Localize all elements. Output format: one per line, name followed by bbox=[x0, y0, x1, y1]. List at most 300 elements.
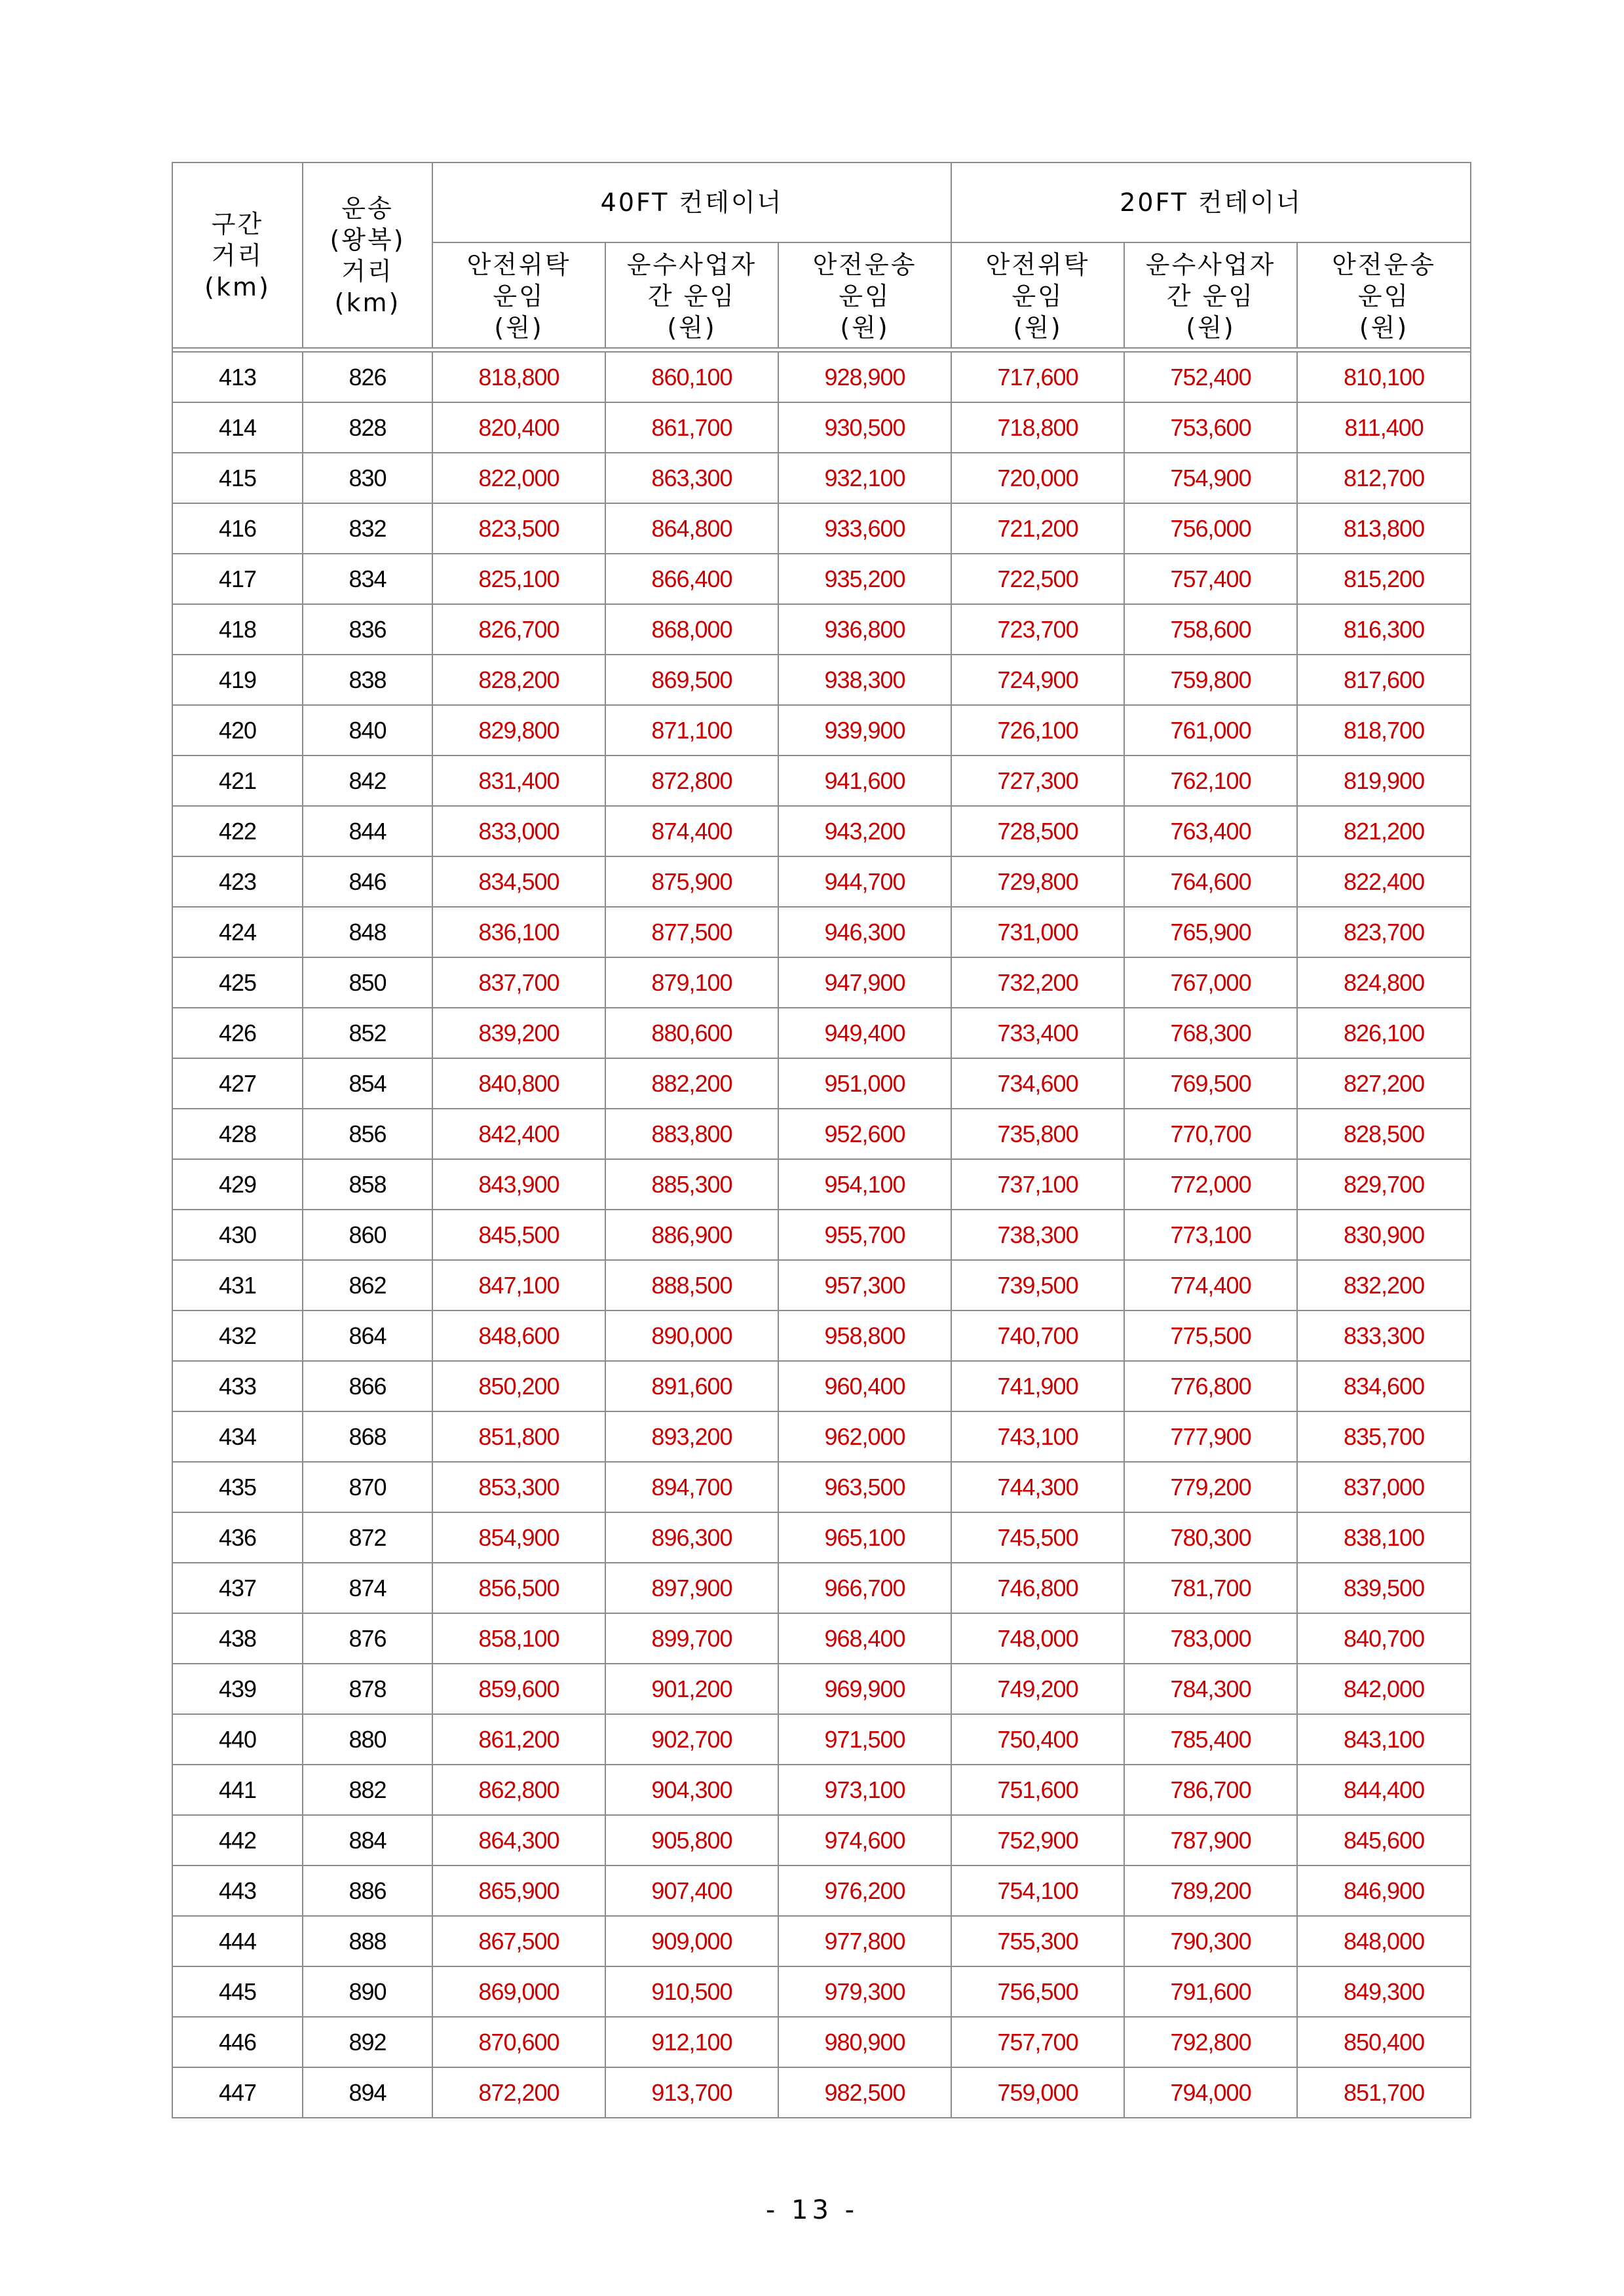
cell-section-km: 429 bbox=[172, 1159, 303, 1210]
table-row bbox=[172, 705, 1471, 756]
cell-section-km: 439 bbox=[172, 1664, 303, 1714]
cell-40ft-safety-consignment: 823,500 bbox=[432, 503, 605, 554]
cell-20ft-safety-consignment: 752,900 bbox=[951, 1815, 1124, 1866]
cell-40ft-carrier-rate: 890,000 bbox=[605, 1311, 778, 1361]
cell-20ft-carrier-rate: 774,400 bbox=[1124, 1260, 1297, 1311]
cell-20ft-carrier-rate: 770,700 bbox=[1124, 1109, 1297, 1159]
cell-20ft-safety-consignment: 722,500 bbox=[951, 554, 1124, 604]
cell-20ft-safety-consignment: 748,000 bbox=[951, 1613, 1124, 1664]
cell-20ft-carrier-rate: 752,400 bbox=[1124, 352, 1297, 402]
table-row bbox=[172, 2067, 1471, 2118]
cell-20ft-safety-consignment: 723,700 bbox=[951, 604, 1124, 655]
cell-section-km: 436 bbox=[172, 1512, 303, 1563]
cell-20ft-safety-transport: 833,300 bbox=[1297, 1311, 1471, 1361]
table-row bbox=[172, 604, 1471, 655]
cell-20ft-safety-transport: 835,700 bbox=[1297, 1411, 1471, 1462]
cell-40ft-safety-transport: 971,500 bbox=[778, 1714, 951, 1765]
cell-40ft-safety-transport: 951,000 bbox=[778, 1058, 951, 1109]
cell-20ft-safety-consignment: 720,000 bbox=[951, 453, 1124, 503]
cell-20ft-safety-consignment: 721,200 bbox=[951, 503, 1124, 554]
cell-20ft-carrier-rate: 791,600 bbox=[1124, 1966, 1297, 2017]
table-row bbox=[172, 1613, 1471, 1664]
cell-20ft-safety-consignment: 745,500 bbox=[951, 1512, 1124, 1563]
cell-40ft-safety-transport: 933,600 bbox=[778, 503, 951, 554]
cell-20ft-safety-consignment: 727,300 bbox=[951, 756, 1124, 806]
cell-40ft-safety-consignment: 843,900 bbox=[432, 1159, 605, 1210]
table-row bbox=[172, 352, 1471, 402]
cell-20ft-safety-transport: 827,200 bbox=[1297, 1058, 1471, 1109]
cell-20ft-carrier-rate: 780,300 bbox=[1124, 1512, 1297, 1563]
table-row bbox=[172, 1260, 1471, 1311]
cell-20ft-safety-consignment: 759,000 bbox=[951, 2067, 1124, 2118]
cell-20ft-safety-transport: 815,200 bbox=[1297, 554, 1471, 604]
cell-20ft-safety-transport: 846,900 bbox=[1297, 1866, 1471, 1916]
cell-40ft-carrier-rate: 874,400 bbox=[605, 806, 778, 856]
cell-round-trip-km: 836 bbox=[303, 604, 432, 655]
cell-20ft-safety-consignment: 732,200 bbox=[951, 957, 1124, 1008]
cell-40ft-safety-consignment: 826,700 bbox=[432, 604, 605, 655]
table-row bbox=[172, 1058, 1471, 1109]
cell-40ft-carrier-rate: 904,300 bbox=[605, 1765, 778, 1815]
cell-section-km: 447 bbox=[172, 2067, 303, 2118]
cell-40ft-carrier-rate: 871,100 bbox=[605, 705, 778, 756]
cell-section-km: 427 bbox=[172, 1058, 303, 1109]
cell-round-trip-km: 852 bbox=[303, 1008, 432, 1058]
cell-20ft-safety-consignment: 741,900 bbox=[951, 1361, 1124, 1411]
table-row bbox=[172, 856, 1471, 907]
cell-40ft-safety-consignment: 828,200 bbox=[432, 655, 605, 705]
page-number: - 13 - bbox=[765, 2195, 859, 2225]
cell-20ft-safety-transport: 810,100 bbox=[1297, 352, 1471, 402]
cell-40ft-safety-transport: 973,100 bbox=[778, 1765, 951, 1815]
cell-round-trip-km: 840 bbox=[303, 705, 432, 756]
cell-40ft-carrier-rate: 894,700 bbox=[605, 1462, 778, 1512]
cell-20ft-safety-transport: 817,600 bbox=[1297, 655, 1471, 705]
header-40ft-carrier-rate: 운수사업자 간 운임 (원) bbox=[605, 242, 778, 348]
cell-section-km: 446 bbox=[172, 2017, 303, 2067]
cell-section-km: 445 bbox=[172, 1966, 303, 2017]
cell-20ft-carrier-rate: 784,300 bbox=[1124, 1664, 1297, 1714]
cell-section-km: 432 bbox=[172, 1311, 303, 1361]
cell-40ft-carrier-rate: 893,200 bbox=[605, 1411, 778, 1462]
cell-round-trip-km: 884 bbox=[303, 1815, 432, 1866]
table-row bbox=[172, 806, 1471, 856]
cell-40ft-safety-transport: 944,700 bbox=[778, 856, 951, 907]
cell-40ft-carrier-rate: 909,000 bbox=[605, 1916, 778, 1966]
cell-section-km: 415 bbox=[172, 453, 303, 503]
cell-40ft-safety-transport: 974,600 bbox=[778, 1815, 951, 1866]
cell-20ft-carrier-rate: 767,000 bbox=[1124, 957, 1297, 1008]
cell-20ft-carrier-rate: 794,000 bbox=[1124, 2067, 1297, 2118]
cell-round-trip-km: 858 bbox=[303, 1159, 432, 1210]
cell-40ft-safety-consignment: 840,800 bbox=[432, 1058, 605, 1109]
cell-20ft-carrier-rate: 759,800 bbox=[1124, 655, 1297, 705]
cell-40ft-safety-transport: 932,100 bbox=[778, 453, 951, 503]
table-row bbox=[172, 1664, 1471, 1714]
cell-20ft-carrier-rate: 753,600 bbox=[1124, 402, 1297, 453]
cell-round-trip-km: 890 bbox=[303, 1966, 432, 2017]
table-row bbox=[172, 1311, 1471, 1361]
cell-section-km: 417 bbox=[172, 554, 303, 604]
cell-40ft-carrier-rate: 896,300 bbox=[605, 1512, 778, 1563]
table-row bbox=[172, 1411, 1471, 1462]
table-row bbox=[172, 1765, 1471, 1815]
cell-40ft-safety-transport: 949,400 bbox=[778, 1008, 951, 1058]
cell-40ft-safety-consignment: 867,500 bbox=[432, 1916, 605, 1966]
cell-40ft-carrier-rate: 886,900 bbox=[605, 1210, 778, 1260]
cell-40ft-carrier-rate: 901,200 bbox=[605, 1664, 778, 1714]
cell-section-km: 438 bbox=[172, 1613, 303, 1664]
cell-20ft-carrier-rate: 757,400 bbox=[1124, 554, 1297, 604]
cell-round-trip-km: 860 bbox=[303, 1210, 432, 1260]
cell-40ft-safety-transport: 965,100 bbox=[778, 1512, 951, 1563]
cell-40ft-carrier-rate: 905,800 bbox=[605, 1815, 778, 1866]
cell-20ft-safety-transport: 849,300 bbox=[1297, 1966, 1471, 2017]
cell-section-km: 421 bbox=[172, 756, 303, 806]
cell-40ft-carrier-rate: 875,900 bbox=[605, 856, 778, 907]
cell-40ft-carrier-rate: 868,000 bbox=[605, 604, 778, 655]
cell-20ft-carrier-rate: 779,200 bbox=[1124, 1462, 1297, 1512]
cell-20ft-carrier-rate: 783,000 bbox=[1124, 1613, 1297, 1664]
cell-40ft-carrier-rate: 879,100 bbox=[605, 957, 778, 1008]
cell-20ft-safety-transport: 848,000 bbox=[1297, 1916, 1471, 1966]
table-row bbox=[172, 554, 1471, 604]
cell-20ft-carrier-rate: 786,700 bbox=[1124, 1765, 1297, 1815]
cell-20ft-safety-consignment: 739,500 bbox=[951, 1260, 1124, 1311]
cell-40ft-safety-transport: 963,500 bbox=[778, 1462, 951, 1512]
cell-40ft-safety-transport: 930,500 bbox=[778, 402, 951, 453]
cell-section-km: 419 bbox=[172, 655, 303, 705]
cell-40ft-safety-consignment: 872,200 bbox=[432, 2067, 605, 2118]
cell-20ft-safety-consignment: 750,400 bbox=[951, 1714, 1124, 1765]
cell-section-km: 434 bbox=[172, 1411, 303, 1462]
cell-40ft-safety-consignment: 856,500 bbox=[432, 1563, 605, 1613]
cell-20ft-safety-transport: 826,100 bbox=[1297, 1008, 1471, 1058]
cell-20ft-safety-consignment: 757,700 bbox=[951, 2017, 1124, 2067]
cell-20ft-safety-transport: 842,000 bbox=[1297, 1664, 1471, 1714]
cell-20ft-carrier-rate: 761,000 bbox=[1124, 705, 1297, 756]
cell-20ft-safety-transport: 824,800 bbox=[1297, 957, 1471, 1008]
cell-40ft-safety-transport: 968,400 bbox=[778, 1613, 951, 1664]
cell-20ft-safety-transport: 819,900 bbox=[1297, 756, 1471, 806]
cell-40ft-safety-consignment: 858,100 bbox=[432, 1613, 605, 1664]
cell-20ft-safety-transport: 830,900 bbox=[1297, 1210, 1471, 1260]
cell-40ft-safety-transport: 962,000 bbox=[778, 1411, 951, 1462]
cell-40ft-safety-transport: 938,300 bbox=[778, 655, 951, 705]
cell-round-trip-km: 856 bbox=[303, 1109, 432, 1159]
cell-40ft-safety-transport: 936,800 bbox=[778, 604, 951, 655]
cell-40ft-carrier-rate: 907,400 bbox=[605, 1866, 778, 1916]
cell-40ft-carrier-rate: 860,100 bbox=[605, 352, 778, 402]
cell-40ft-carrier-rate: 913,700 bbox=[605, 2067, 778, 2118]
cell-40ft-safety-consignment: 861,200 bbox=[432, 1714, 605, 1765]
cell-20ft-carrier-rate: 789,200 bbox=[1124, 1866, 1297, 1916]
cell-20ft-safety-transport: 845,600 bbox=[1297, 1815, 1471, 1866]
cell-section-km: 435 bbox=[172, 1462, 303, 1512]
cell-20ft-safety-transport: 840,700 bbox=[1297, 1613, 1471, 1664]
cell-round-trip-km: 828 bbox=[303, 402, 432, 453]
cell-20ft-safety-consignment: 746,800 bbox=[951, 1563, 1124, 1613]
cell-round-trip-km: 854 bbox=[303, 1058, 432, 1109]
cell-round-trip-km: 886 bbox=[303, 1866, 432, 1916]
cell-section-km: 430 bbox=[172, 1210, 303, 1260]
cell-20ft-carrier-rate: 764,600 bbox=[1124, 856, 1297, 907]
table-row bbox=[172, 2017, 1471, 2067]
table-row bbox=[172, 503, 1471, 554]
cell-40ft-safety-transport: 969,900 bbox=[778, 1664, 951, 1714]
cell-40ft-safety-transport: 977,800 bbox=[778, 1916, 951, 1966]
cell-20ft-carrier-rate: 776,800 bbox=[1124, 1361, 1297, 1411]
cell-round-trip-km: 844 bbox=[303, 806, 432, 856]
cell-40ft-safety-transport: 982,500 bbox=[778, 2067, 951, 2118]
cell-20ft-safety-consignment: 738,300 bbox=[951, 1210, 1124, 1260]
cell-20ft-safety-transport: 812,700 bbox=[1297, 453, 1471, 503]
cell-20ft-safety-consignment: 740,700 bbox=[951, 1311, 1124, 1361]
table-row bbox=[172, 655, 1471, 705]
freight-rate-table bbox=[172, 162, 1471, 2118]
cell-20ft-safety-transport: 821,200 bbox=[1297, 806, 1471, 856]
cell-40ft-carrier-rate: 885,300 bbox=[605, 1159, 778, 1210]
table-row bbox=[172, 1866, 1471, 1916]
table-row bbox=[172, 1966, 1471, 2017]
cell-20ft-carrier-rate: 762,100 bbox=[1124, 756, 1297, 806]
header-40ft-safety-transport: 안전운송 운임 (원) bbox=[778, 242, 951, 348]
table-row bbox=[172, 1916, 1471, 1966]
cell-40ft-carrier-rate: 888,500 bbox=[605, 1260, 778, 1311]
cell-20ft-safety-transport: 816,300 bbox=[1297, 604, 1471, 655]
cell-20ft-carrier-rate: 785,400 bbox=[1124, 1714, 1297, 1765]
cell-round-trip-km: 870 bbox=[303, 1462, 432, 1512]
cell-40ft-carrier-rate: 861,700 bbox=[605, 402, 778, 453]
cell-round-trip-km: 874 bbox=[303, 1563, 432, 1613]
table-row bbox=[172, 1512, 1471, 1563]
cell-40ft-safety-consignment: 845,500 bbox=[432, 1210, 605, 1260]
table-row bbox=[172, 1361, 1471, 1411]
cell-40ft-carrier-rate: 899,700 bbox=[605, 1613, 778, 1664]
cell-40ft-safety-transport: 939,900 bbox=[778, 705, 951, 756]
cell-40ft-carrier-rate: 912,100 bbox=[605, 2017, 778, 2067]
cell-40ft-safety-consignment: 870,600 bbox=[432, 2017, 605, 2067]
cell-40ft-safety-consignment: 864,300 bbox=[432, 1815, 605, 1866]
cell-40ft-safety-transport: 957,300 bbox=[778, 1260, 951, 1311]
cell-section-km: 428 bbox=[172, 1109, 303, 1159]
cell-40ft-safety-consignment: 829,800 bbox=[432, 705, 605, 756]
cell-20ft-safety-consignment: 756,500 bbox=[951, 1966, 1124, 2017]
cell-section-km: 437 bbox=[172, 1563, 303, 1613]
cell-40ft-safety-transport: 952,600 bbox=[778, 1109, 951, 1159]
table-row bbox=[172, 907, 1471, 957]
cell-40ft-safety-consignment: 839,200 bbox=[432, 1008, 605, 1058]
cell-round-trip-km: 880 bbox=[303, 1714, 432, 1765]
cell-round-trip-km: 872 bbox=[303, 1512, 432, 1563]
cell-20ft-carrier-rate: 792,800 bbox=[1124, 2017, 1297, 2067]
cell-20ft-safety-consignment: 754,100 bbox=[951, 1866, 1124, 1916]
header-transport-distance: 운송 (왕복) 거리 (km) bbox=[303, 163, 432, 348]
cell-40ft-carrier-rate: 882,200 bbox=[605, 1058, 778, 1109]
cell-20ft-safety-consignment: 726,100 bbox=[951, 705, 1124, 756]
cell-section-km: 440 bbox=[172, 1714, 303, 1765]
cell-section-km: 422 bbox=[172, 806, 303, 856]
cell-20ft-carrier-rate: 763,400 bbox=[1124, 806, 1297, 856]
cell-round-trip-km: 892 bbox=[303, 2017, 432, 2067]
cell-40ft-safety-transport: 947,900 bbox=[778, 957, 951, 1008]
cell-round-trip-km: 832 bbox=[303, 503, 432, 554]
cell-40ft-safety-consignment: 851,800 bbox=[432, 1411, 605, 1462]
cell-section-km: 433 bbox=[172, 1361, 303, 1411]
cell-40ft-safety-consignment: 850,200 bbox=[432, 1361, 605, 1411]
cell-section-km: 414 bbox=[172, 402, 303, 453]
cell-40ft-carrier-rate: 891,600 bbox=[605, 1361, 778, 1411]
cell-40ft-safety-consignment: 854,900 bbox=[432, 1512, 605, 1563]
cell-40ft-safety-consignment: 834,500 bbox=[432, 856, 605, 907]
cell-40ft-safety-consignment: 862,800 bbox=[432, 1765, 605, 1815]
cell-section-km: 442 bbox=[172, 1815, 303, 1866]
cell-round-trip-km: 850 bbox=[303, 957, 432, 1008]
cell-section-km: 424 bbox=[172, 907, 303, 957]
cell-40ft-safety-transport: 954,100 bbox=[778, 1159, 951, 1210]
cell-20ft-safety-transport: 851,700 bbox=[1297, 2067, 1471, 2118]
cell-40ft-safety-consignment: 859,600 bbox=[432, 1664, 605, 1714]
cell-section-km: 441 bbox=[172, 1765, 303, 1815]
cell-section-km: 431 bbox=[172, 1260, 303, 1311]
cell-40ft-safety-transport: 946,300 bbox=[778, 907, 951, 957]
cell-20ft-safety-consignment: 729,800 bbox=[951, 856, 1124, 907]
cell-section-km: 423 bbox=[172, 856, 303, 907]
cell-20ft-safety-consignment: 718,800 bbox=[951, 402, 1124, 453]
cell-40ft-safety-transport: 966,700 bbox=[778, 1563, 951, 1613]
header-section-distance: 구간 거리 (km) bbox=[172, 163, 303, 348]
cell-20ft-safety-consignment: 755,300 bbox=[951, 1916, 1124, 1966]
cell-20ft-safety-transport: 839,500 bbox=[1297, 1563, 1471, 1613]
cell-section-km: 418 bbox=[172, 604, 303, 655]
cell-20ft-carrier-rate: 756,000 bbox=[1124, 503, 1297, 554]
cell-20ft-carrier-rate: 775,500 bbox=[1124, 1311, 1297, 1361]
cell-40ft-safety-consignment: 818,800 bbox=[432, 352, 605, 402]
table-row bbox=[172, 402, 1471, 453]
cell-round-trip-km: 894 bbox=[303, 2067, 432, 2118]
cell-round-trip-km: 830 bbox=[303, 453, 432, 503]
cell-round-trip-km: 846 bbox=[303, 856, 432, 907]
header-group-40ft: 40FT 컨테이너 bbox=[432, 163, 951, 242]
cell-20ft-safety-transport: 811,400 bbox=[1297, 402, 1471, 453]
cell-round-trip-km: 868 bbox=[303, 1411, 432, 1462]
table-row bbox=[172, 1008, 1471, 1058]
header-20ft-safety-transport: 안전운송 운임 (원) bbox=[1297, 242, 1471, 348]
cell-round-trip-km: 842 bbox=[303, 756, 432, 806]
cell-20ft-safety-consignment: 737,100 bbox=[951, 1159, 1124, 1210]
cell-40ft-safety-consignment: 848,600 bbox=[432, 1311, 605, 1361]
cell-20ft-safety-transport: 822,400 bbox=[1297, 856, 1471, 907]
cell-20ft-safety-transport: 837,000 bbox=[1297, 1462, 1471, 1512]
cell-section-km: 426 bbox=[172, 1008, 303, 1058]
cell-20ft-safety-transport: 838,100 bbox=[1297, 1512, 1471, 1563]
cell-20ft-safety-transport: 813,800 bbox=[1297, 503, 1471, 554]
cell-40ft-safety-consignment: 853,300 bbox=[432, 1462, 605, 1512]
cell-round-trip-km: 878 bbox=[303, 1664, 432, 1714]
cell-20ft-carrier-rate: 768,300 bbox=[1124, 1008, 1297, 1058]
cell-20ft-safety-transport: 818,700 bbox=[1297, 705, 1471, 756]
table-row bbox=[172, 1159, 1471, 1210]
cell-40ft-carrier-rate: 880,600 bbox=[605, 1008, 778, 1058]
cell-round-trip-km: 862 bbox=[303, 1260, 432, 1311]
cell-40ft-safety-transport: 935,200 bbox=[778, 554, 951, 604]
cell-20ft-safety-consignment: 731,000 bbox=[951, 907, 1124, 957]
table-row bbox=[172, 1815, 1471, 1866]
cell-40ft-safety-transport: 943,200 bbox=[778, 806, 951, 856]
cell-section-km: 413 bbox=[172, 352, 303, 402]
table-row bbox=[172, 1462, 1471, 1512]
header-20ft-safety-consignment: 안전위탁 운임 (원) bbox=[951, 242, 1124, 348]
cell-40ft-safety-consignment: 836,100 bbox=[432, 907, 605, 957]
table-row bbox=[172, 1563, 1471, 1613]
cell-20ft-carrier-rate: 790,300 bbox=[1124, 1916, 1297, 1966]
cell-40ft-safety-consignment: 831,400 bbox=[432, 756, 605, 806]
cell-20ft-safety-consignment: 744,300 bbox=[951, 1462, 1124, 1512]
cell-40ft-carrier-rate: 910,500 bbox=[605, 1966, 778, 2017]
cell-40ft-carrier-rate: 902,700 bbox=[605, 1714, 778, 1765]
cell-section-km: 425 bbox=[172, 957, 303, 1008]
cell-20ft-safety-consignment: 728,500 bbox=[951, 806, 1124, 856]
cell-20ft-safety-transport: 823,700 bbox=[1297, 907, 1471, 957]
cell-40ft-safety-transport: 941,600 bbox=[778, 756, 951, 806]
cell-round-trip-km: 838 bbox=[303, 655, 432, 705]
cell-20ft-safety-transport: 843,100 bbox=[1297, 1714, 1471, 1765]
cell-40ft-safety-consignment: 842,400 bbox=[432, 1109, 605, 1159]
cell-20ft-safety-transport: 850,400 bbox=[1297, 2017, 1471, 2067]
cell-20ft-safety-consignment: 735,800 bbox=[951, 1109, 1124, 1159]
cell-round-trip-km: 848 bbox=[303, 907, 432, 957]
cell-20ft-safety-transport: 832,200 bbox=[1297, 1260, 1471, 1311]
header-group-20ft: 20FT 컨테이너 bbox=[951, 163, 1471, 242]
table-row bbox=[172, 453, 1471, 503]
cell-40ft-carrier-rate: 872,800 bbox=[605, 756, 778, 806]
cell-40ft-safety-transport: 979,300 bbox=[778, 1966, 951, 2017]
cell-round-trip-km: 876 bbox=[303, 1613, 432, 1664]
table-row bbox=[172, 1109, 1471, 1159]
cell-40ft-safety-consignment: 822,000 bbox=[432, 453, 605, 503]
cell-40ft-safety-transport: 976,200 bbox=[778, 1866, 951, 1916]
cell-40ft-carrier-rate: 897,900 bbox=[605, 1563, 778, 1613]
cell-20ft-carrier-rate: 754,900 bbox=[1124, 453, 1297, 503]
table-row bbox=[172, 756, 1471, 806]
cell-40ft-safety-transport: 960,400 bbox=[778, 1361, 951, 1411]
cell-round-trip-km: 826 bbox=[303, 352, 432, 402]
cell-20ft-carrier-rate: 781,700 bbox=[1124, 1563, 1297, 1613]
header-40ft-safety-consignment: 안전위탁 운임 (원) bbox=[432, 242, 605, 348]
cell-section-km: 444 bbox=[172, 1916, 303, 1966]
table-row bbox=[172, 957, 1471, 1008]
cell-40ft-carrier-rate: 883,800 bbox=[605, 1109, 778, 1159]
cell-40ft-safety-consignment: 869,000 bbox=[432, 1966, 605, 2017]
cell-20ft-safety-transport: 834,600 bbox=[1297, 1361, 1471, 1411]
cell-section-km: 420 bbox=[172, 705, 303, 756]
cell-40ft-carrier-rate: 869,500 bbox=[605, 655, 778, 705]
cell-40ft-safety-consignment: 820,400 bbox=[432, 402, 605, 453]
cell-20ft-carrier-rate: 769,500 bbox=[1124, 1058, 1297, 1109]
cell-40ft-safety-consignment: 865,900 bbox=[432, 1866, 605, 1916]
cell-section-km: 416 bbox=[172, 503, 303, 554]
cell-20ft-carrier-rate: 765,900 bbox=[1124, 907, 1297, 957]
table-row bbox=[172, 1714, 1471, 1765]
cell-20ft-safety-consignment: 749,200 bbox=[951, 1664, 1124, 1714]
cell-20ft-safety-consignment: 724,900 bbox=[951, 655, 1124, 705]
cell-40ft-safety-consignment: 847,100 bbox=[432, 1260, 605, 1311]
cell-40ft-safety-consignment: 825,100 bbox=[432, 554, 605, 604]
cell-40ft-safety-transport: 958,800 bbox=[778, 1311, 951, 1361]
cell-20ft-safety-consignment: 734,600 bbox=[951, 1058, 1124, 1109]
cell-40ft-carrier-rate: 863,300 bbox=[605, 453, 778, 503]
cell-40ft-safety-transport: 980,900 bbox=[778, 2017, 951, 2067]
